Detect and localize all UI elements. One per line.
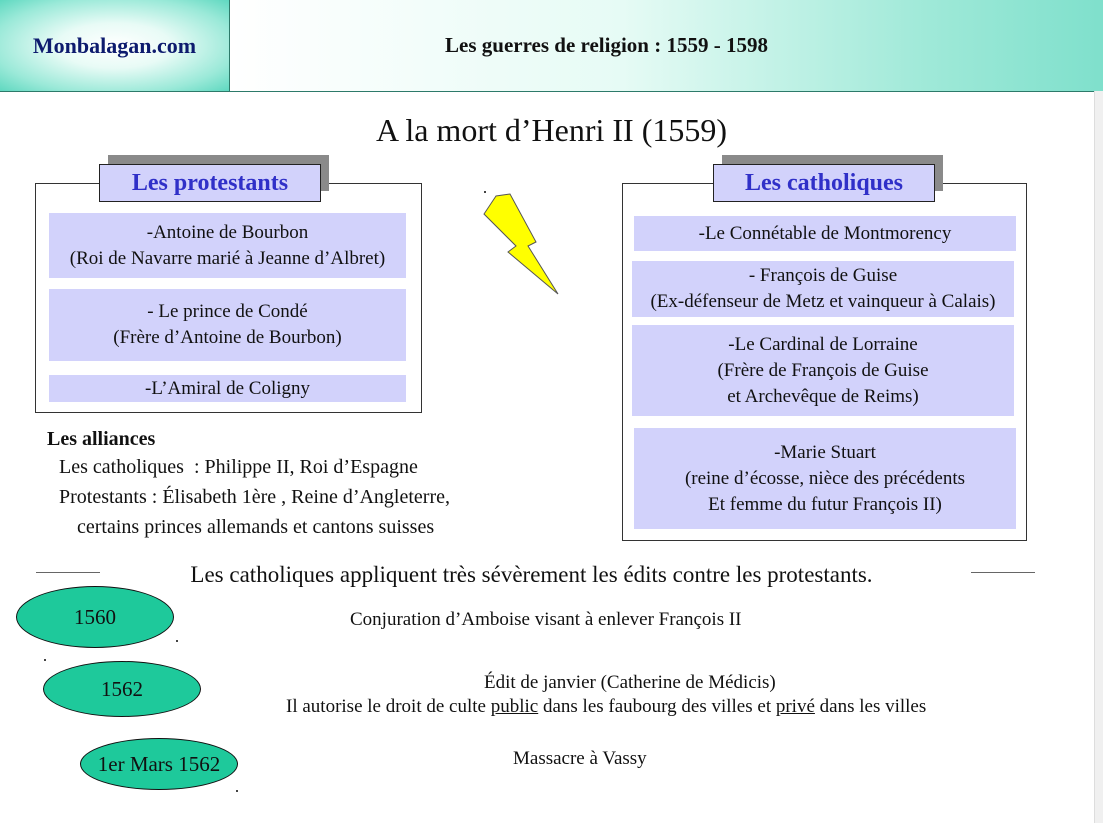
event-edit-janvier: Édit de janvier (Catherine de Médicis) [484, 672, 776, 693]
item-line: -Le Connétable de Montmorency [698, 222, 952, 244]
alliances-title: Les alliances [47, 428, 156, 450]
item-line: (Ex-défenseur de Metz et vainqueur à Calais) [650, 291, 996, 312]
catholique-item-lorraine [632, 325, 1014, 416]
date-oval-1560 [16, 586, 174, 648]
item-line: - François de Guise [748, 265, 898, 286]
alliances-protestants: Protestants : Élisabeth 1ère , Reine d’Angleterre, [59, 486, 450, 508]
item-line: -Le Cardinal de Lorraine [728, 333, 918, 355]
site-name-link[interactable]: Monbalagan.com [32, 32, 197, 58]
alliances-catholiques: Les catholiques : Philippe II, Roi d’Espagne [59, 456, 418, 478]
event-vassy: Massacre à Vassy [513, 748, 647, 769]
alliances-protestants-cont: certains princes allemands et cantons suisses [77, 516, 435, 538]
catholique-item-stuart [634, 428, 1016, 529]
date-label: 1er Mars 1562 [97, 751, 221, 776]
item-line: (Roi de Navarre marié à Jeanne d’Albret) [69, 247, 386, 269]
event-text-part: dans les villes [814, 696, 927, 717]
item-line: Et femme du futur François II) [708, 493, 942, 515]
decorative-dot [484, 191, 486, 193]
item-line: -Marie Stuart [774, 441, 876, 463]
item-line: -L’Amiral de Coligny [145, 377, 310, 399]
main-title: A la mort d’Henri II (1559) [375, 112, 727, 148]
protestants-label: Les protestants [99, 164, 321, 202]
page-title: Les guerres de religion : 1559 - 1598 [445, 33, 768, 57]
statement-text: Les catholiques appliquent très sévèrement les édits contre les protestants. [190, 562, 873, 587]
event-text-underlined-public: public [490, 696, 539, 717]
event-text-part: Il autorise le droit de culte [286, 696, 491, 717]
header-logo-area [0, 0, 230, 92]
vertical-scrollbar[interactable] [1094, 91, 1103, 823]
protestant-item-conde [49, 289, 406, 361]
lightning-icon [478, 188, 564, 298]
item-line: (reine d’écosse, nièce des précédents [684, 467, 966, 489]
event-text-underlined-prive: privé [775, 696, 815, 717]
protestant-item-coligny [49, 375, 406, 402]
decorative-dot [236, 790, 238, 792]
catholiques-label: Les catholiques [713, 164, 935, 202]
header-title-area [230, 0, 1103, 92]
decorative-dot [176, 640, 178, 642]
catholique-item-montmorency [634, 216, 1016, 251]
catholique-item-guise [632, 261, 1014, 317]
item-line: - Le prince de Condé [147, 301, 308, 322]
event-text-part: dans les faubourg des villes et [538, 696, 776, 717]
event-amboise: Conjuration d’Amboise visant à enlever François II [350, 609, 742, 630]
date-label: 1562 [101, 676, 143, 701]
date-oval-1er-mars-1562 [80, 738, 238, 790]
item-line: et Archevêque de Reims) [727, 385, 919, 407]
item-line: (Frère de François de Guise [717, 359, 929, 381]
date-label: 1560 [74, 604, 116, 629]
date-oval-1562 [43, 661, 201, 717]
item-line: (Frère d’Antoine de Bourbon) [113, 327, 342, 348]
protestant-item-bourbon [49, 213, 406, 278]
decorative-dot [44, 659, 46, 661]
event-edit-janvier-detail [286, 696, 926, 718]
item-line: -Antoine de Bourbon [146, 221, 309, 243]
